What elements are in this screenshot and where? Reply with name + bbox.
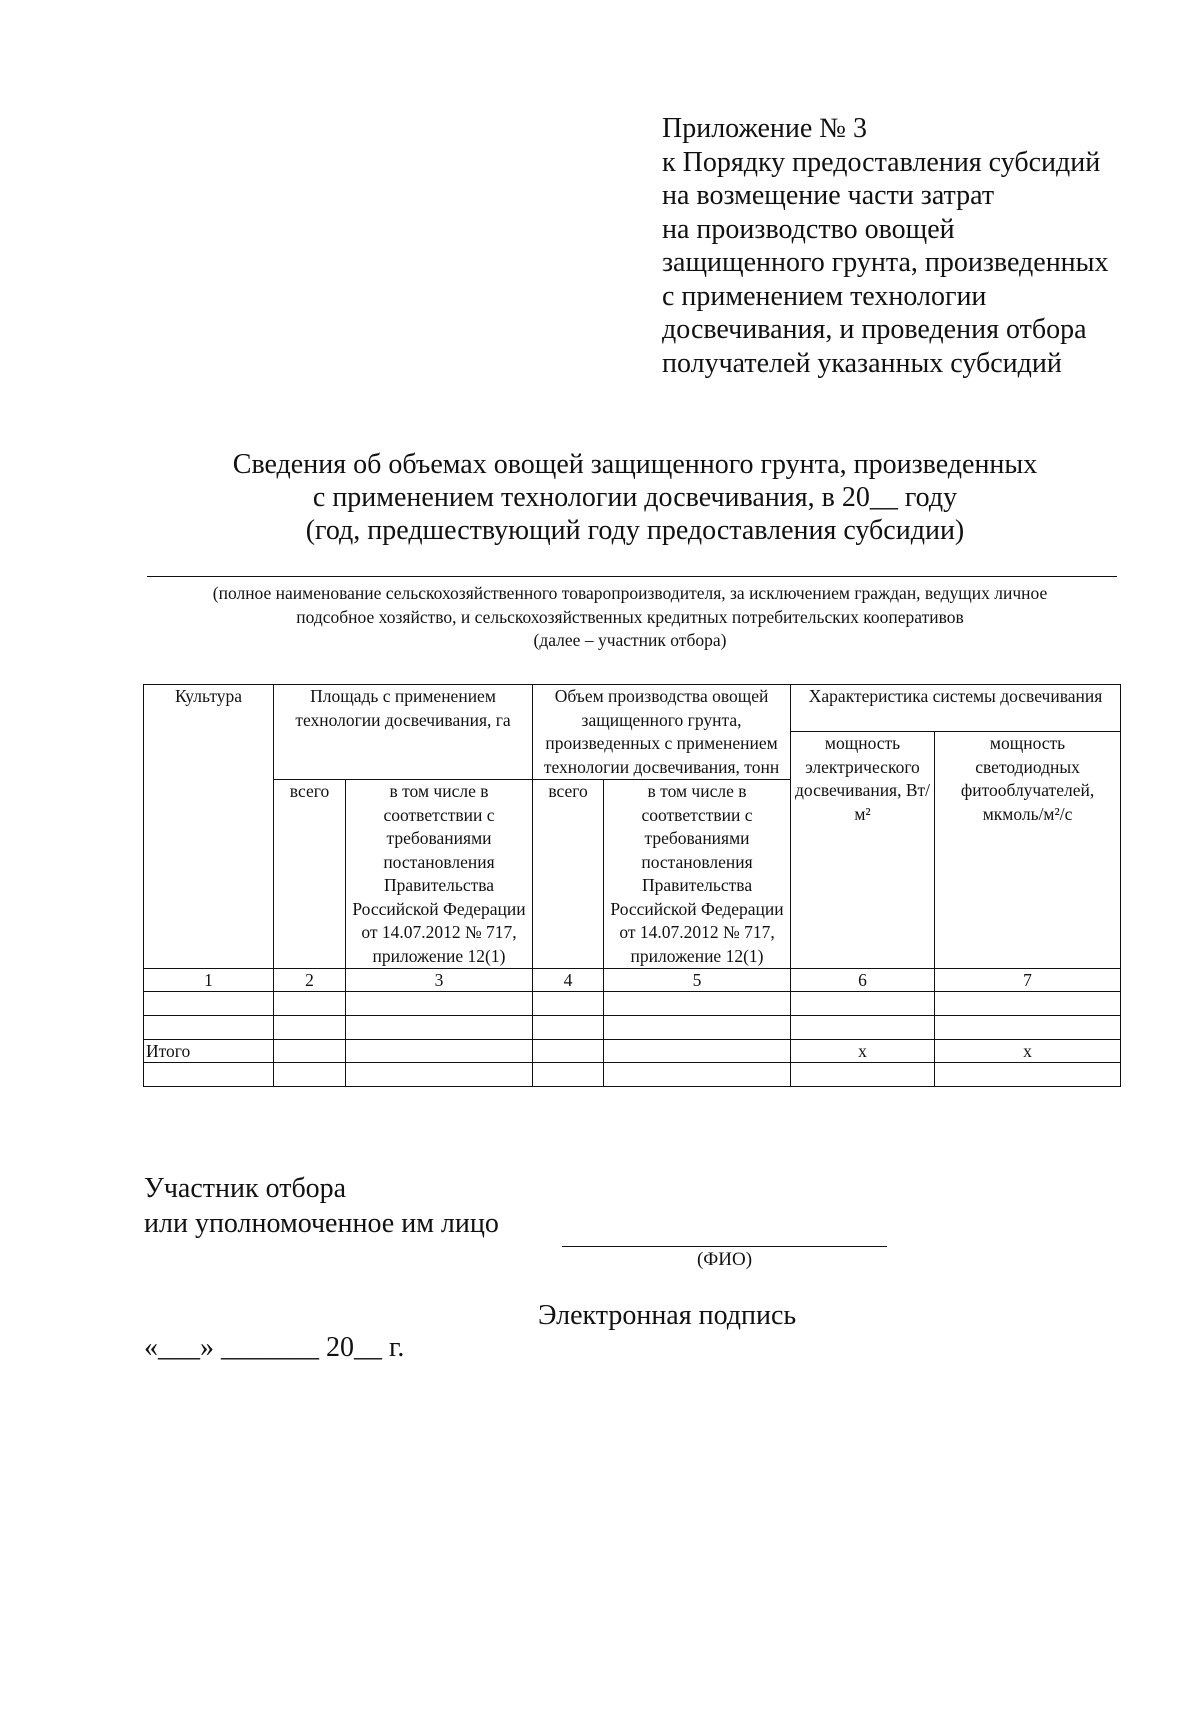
table-cell bbox=[604, 1040, 791, 1063]
header-system: Характеристика системы досвечивания bbox=[791, 685, 1121, 732]
column-number: 7 bbox=[935, 969, 1121, 992]
fio-caption: (ФИО) bbox=[696, 1249, 753, 1270]
table-cell bbox=[604, 1016, 791, 1040]
table-cell bbox=[274, 1063, 346, 1087]
header-volume-including: в том числе в соответствии с требованиями постановления Правительства Российской Федерации от 14.07.2012 № 717, приложение 12(1) bbox=[604, 780, 791, 969]
header-power-electric: мощность электрического досвечивания, Вт/м² bbox=[791, 732, 935, 969]
appendix-line: получателей указанных субсидий bbox=[662, 347, 1062, 379]
total-col7: х bbox=[935, 1040, 1121, 1063]
table-cell bbox=[274, 1016, 346, 1040]
title-line: (год, предшествующий году предоставления субсидии) bbox=[305, 515, 965, 546]
signatory-line-2: или уполномоченное им лицо bbox=[144, 1208, 499, 1239]
electronic-signature-label: Электронная подпись bbox=[538, 1300, 797, 1331]
column-number: 1 bbox=[144, 969, 274, 992]
table-cell bbox=[533, 992, 604, 1016]
date-line: «___» _______ 20__ г. bbox=[144, 1332, 405, 1363]
header-area-total: всего bbox=[274, 780, 346, 969]
appendix-line: с применением технологии bbox=[662, 280, 987, 312]
applicant-name-line bbox=[147, 576, 1117, 577]
title-line: Сведения об объемах овощей защищенного грунта, произведенных bbox=[232, 449, 1038, 480]
header-area: Площадь с применением технологии досвечивания, га bbox=[274, 685, 533, 780]
total-label: Итого bbox=[144, 1040, 274, 1063]
table-cell bbox=[346, 992, 533, 1016]
column-number: 6 bbox=[791, 969, 935, 992]
table-cell bbox=[274, 1040, 346, 1063]
table-cell bbox=[346, 1016, 533, 1040]
total-col6: х bbox=[791, 1040, 935, 1063]
caption-line: подсобное хозяйство, и сельскохозяйственных кредитных потребительских кооперативов bbox=[296, 606, 964, 627]
table-cell bbox=[791, 1016, 935, 1040]
appendix-header bbox=[662, 112, 1182, 380]
appendix-line: на возмещение части затрат bbox=[662, 180, 995, 211]
table-cell bbox=[935, 992, 1121, 1016]
header-culture: Культура bbox=[144, 685, 274, 969]
column-number: 2 bbox=[274, 969, 346, 992]
fio-signature-line bbox=[562, 1246, 887, 1247]
table-cell bbox=[274, 992, 346, 1016]
table-cell bbox=[346, 1063, 533, 1087]
document-title bbox=[120, 448, 1150, 547]
table-cell bbox=[533, 1040, 604, 1063]
data-table bbox=[143, 684, 1121, 1087]
table-cell bbox=[791, 1063, 935, 1087]
header-volume: Объем производства овощей защищенного грунта, произведенных с применением технологии досвечивания, тонн bbox=[533, 685, 791, 780]
caption-line: (далее – участник отбора) bbox=[533, 630, 727, 650]
caption-line: (полное наименование сельскохозяйственного товаропроизводителя, за исключением граждан, ведущих личное bbox=[212, 583, 1048, 603]
appendix-line: досвечивания, и проведения отбора bbox=[662, 314, 1087, 345]
table-cell bbox=[346, 1040, 533, 1063]
column-number: 3 bbox=[346, 969, 533, 992]
title-line: с применением технологии досвечивания, в 20__ году bbox=[312, 482, 958, 513]
table-cell bbox=[533, 1063, 604, 1087]
applicant-name-caption bbox=[130, 582, 1130, 653]
table-row bbox=[144, 1016, 1121, 1040]
table-row bbox=[144, 992, 1121, 1016]
table-cell bbox=[144, 992, 274, 1016]
header-volume-total: всего bbox=[533, 780, 604, 969]
table-cell bbox=[144, 1063, 274, 1087]
table-cell bbox=[144, 1016, 274, 1040]
appendix-line: к Порядку предоставления субсидий bbox=[662, 146, 1101, 178]
table-cell bbox=[791, 992, 935, 1016]
table-cell bbox=[533, 1016, 604, 1040]
column-number-row bbox=[144, 969, 1121, 992]
table-cell bbox=[935, 1016, 1121, 1040]
table-cell bbox=[604, 992, 791, 1016]
table-row bbox=[144, 1063, 1121, 1087]
header-power-led: мощность светодиодных фитооблучателей, мкмоль/м²/с bbox=[935, 732, 1121, 969]
appendix-line: на производство овощей bbox=[662, 213, 955, 245]
table-cell bbox=[935, 1063, 1121, 1087]
signatory-line-1: Участник отбора bbox=[144, 1173, 347, 1204]
column-number: 5 bbox=[604, 969, 791, 992]
appendix-line: Приложение № 3 bbox=[662, 113, 867, 144]
column-number: 4 bbox=[533, 969, 604, 992]
table-cell bbox=[604, 1063, 791, 1087]
appendix-line: защищенного грунта, произведенных bbox=[662, 247, 1109, 278]
header-area-including: в том числе в соответствии с требованиями постановления Правительства Российской Федерации от 14.07.2012 № 717, приложение 12(1) bbox=[346, 780, 533, 969]
total-row bbox=[144, 1040, 1121, 1063]
